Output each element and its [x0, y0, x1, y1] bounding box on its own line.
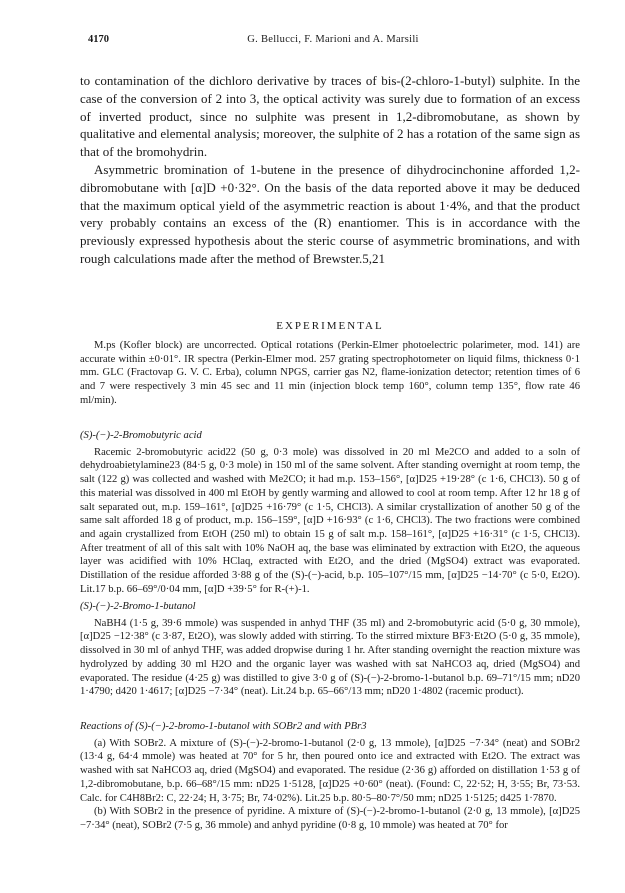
paragraph-contamination: to contamination of the dichloro derivative by traces of bis-(2-chloro-1-butyl) sulphite. In the case of the conversion of 2 into 3, the optical activity was surely due to formation of an excess of inverted product, since no sulphite was present in 1,2-dibromobutane, as shown by qualitative and elemental analysis; moreover, the sulphite of 2 has a rotation of the same sign as that of the bromohydrin. [80, 73, 580, 160]
reaction-a: (a) With SOBr2. A mixture of (S)-(−)-2-bromo-1-butanol (2·0 g, 13 mmole), [α]D25 −7·34° (neat) and SOBr2 (13·4 g, 64·4 mmole) was heated at 70° for 5 hr, then poured onto ice and extracted with Et2O. The extract was washed with sat NaHCO3 aq, dried (MgSO4) and evaporated. The residue (2·36 g) afforded on distillation 1·53 g of 1,2-dibromobutane, b.p. 66–68°/15 mm: nD25 1·5128, [α]D25 +0·60° (neat). (Found: C, 22·52; H, 3·55; Br, 73·53. Calc. for C4H8Br2: C, 22·24; H, 3·75; Br, 74·02%). Lit.25 b.p. 80·5–80·7°/50 mm; nD25 1·5125; d425 1·7870. [80, 737, 580, 804]
butanol-procedure: NaBH4 (1·5 g, 39·6 mmole) was suspended in anhyd THF (35 ml) and 2-bromobutyric acid (5·0 g, 30 mmole), [α]D25 −12·38° (c 3·87, Et2O), was slowly added with stirring. To the stirred mixture BF3·Et2O (5·0 g, 35 mmole), dissolved in 30 ml of anhyd THF, was added dropwise during 1 hr. After standing overnight the reaction mixture was hydrolyzed by adding 30 ml H2O and the organic layer was washed with sat NaHCO3 aq, dried (MgSO4) and evaporated. The residue (4·25 g) was distilled to give 3·0 g of (S)-(−)-2-bromo-1-butanol b.p. 69–71°/15 mm; nD20 1·4790; d420 1·4617; [α]D25 −7·34° (neat). Lit.24 b.p. 65–66°/13 mm; nD20 1·4802 (racemic product). [80, 617, 580, 698]
discussion-text [80, 72, 580, 268]
page-number: 4170 [88, 34, 109, 45]
general-methods [80, 339, 580, 408]
running-authors: G. Bellucci, F. Marioni and A. Marsili [247, 34, 419, 45]
running-header [88, 34, 578, 48]
experimental-heading: EXPERIMENTAL [276, 320, 384, 332]
butanol-section [80, 600, 580, 699]
reaction-b: (b) With SOBr2 in the presence of pyridine. A mixture of (S)-(−)-2-bromo-1-butanol (2·0 g, 13 mmole), [α]D25 −7·34° (neat), SOBr2 (7·5 g, 36 mmole) and anhyd pyridine (0·8 g, 10 mmole) was heated at 70° for [80, 806, 580, 831]
butanol-heading: (S)-(−)-2-Bromo-1-butanol [80, 601, 196, 612]
paragraph-asymmetric-bromination: Asymmetric bromination of 1-butene in the presence of dihydrocinchonine afforded 1,2-dibromobutane with [α]D +0·32°. On the basis of the data reported above it may be deduced that the maximum optical yield of the asymmetric reaction is about 1·4%, and that the product very probably contains an excess of the (R) enantiomer. This is in accordance with the previously expressed hypothesis about the steric course of asymmetric brominations, and with rough calculations made after the method of Brewster.5,21 [80, 161, 580, 266]
acid-procedure: Racemic 2-bromobutyric acid22 (50 g, 0·3 mole) was dissolved in 20 ml Me2CO and added to a soln of dehydroabietylamine23 (84·5 g, 0·3 mole) in 150 ml of the same solvent. After standing overnight at room temp, the salt (122 g) was collected and washed with Me2CO; it had m.p. 153–156°, [α]D25 +19·28° (c 1·6, CHCl3). 50 g of this material was dissolved in 400 ml EtOH by gently warming and allowed to cool at room temp. After 12 hr 18 g of salt separated out, m.p. 159–161°, [α]D25 +16·79° (c 1·5, CHCl3). A similar crystallization of another 50 g of the same salt afforded 18 g of product, m.p. 156–159°, [α]D +16·93° (c 1·6, CHCl3). The two fractions were combined and again crystallized from EtOH (250 ml) to obtain 15 g of salt m.p. 158–161°, [α]D25 +16·31° (c 1·5, CHCl3). After treatment of all of this salt with 10% NaOH aq, the base was eliminated by extraction with Et2O, the aqueous layer was acidified with 10% HClaq, extracted with Et2O, and the dried (MgSO4) extract was evaporated. Distillation of the residue afforded 3·88 g of the (S)-(−)-acid, b.p. 105–107°/15 mm, [α]D25 −14·70° (c 5·0, Et2O). Lit.17 b.p. 66–69°/0·04 mm, [α]D +39·5° for R-(+)-1. [80, 446, 580, 595]
acid-section [80, 429, 580, 596]
reactions-section [80, 720, 580, 833]
general-methods-text: M.ps (Kofler block) are uncorrected. Optical rotations (Perkin-Elmer photoelectric polarimeter, mod. 141) are accurate within ±0·01°. IR spectra (Perkin-Elmer mod. 257 grating spectrophotometer on liquid films, thickness 0·1 mm. GLC (Fractovap G. V. C. Erba), column NPGS, carrier gas N2, flame-ionization detector; retention times of 6 and 7 were respectively 3 min 45 sec and 11 min (injection block temp 160°, column temp 135°, flow rate 46 ml/min). [80, 340, 580, 406]
reactions-heading: Reactions of (S)-(−)-2-bromo-1-butanol with SOBr2 and with PBr3 [80, 721, 367, 732]
acid-heading: (S)-(−)-2-Bromobutyric acid [80, 430, 202, 441]
